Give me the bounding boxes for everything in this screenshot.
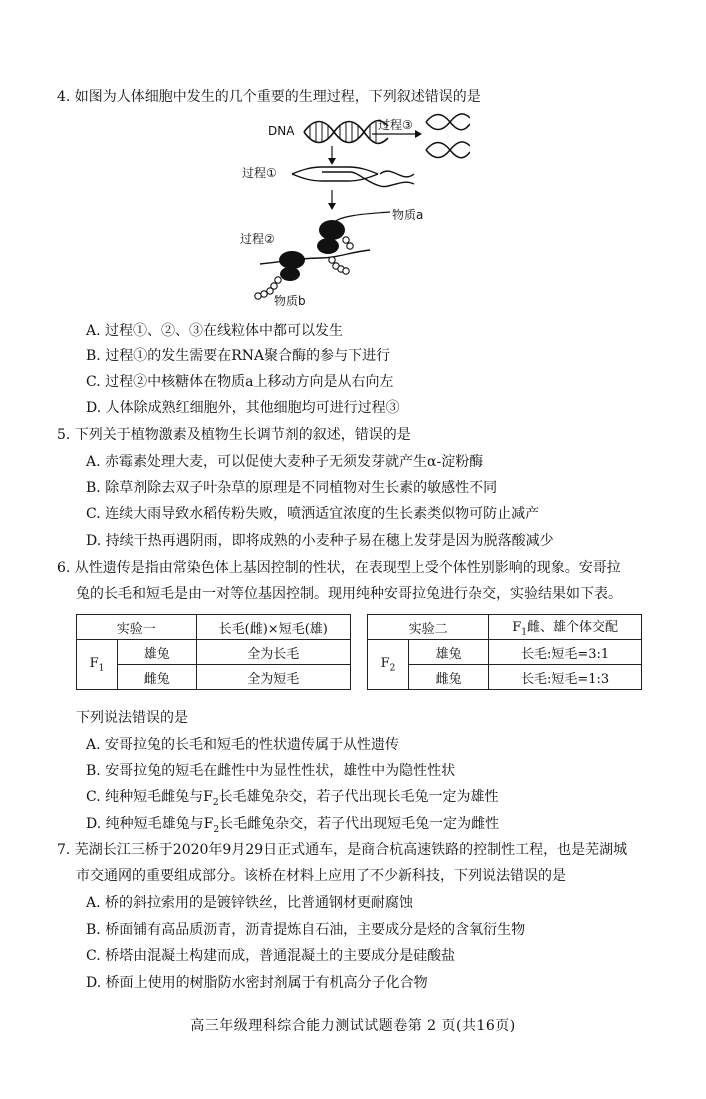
q4-stem: 4. 如图为人体细胞中发生的几个重要的生理过程，下列叙述错误的是	[57, 89, 481, 105]
dna-helix	[304, 121, 388, 144]
label-substance-b: 物质b	[274, 294, 306, 308]
page-footer: 高三年级理科综合能力测试试题卷第 2 页(共16页)	[190, 1018, 516, 1034]
translation	[255, 212, 390, 299]
transcription-bubble	[292, 167, 414, 187]
q6-option-c: C. 纯种短毛雌兔与$F_2$长毛雄兔杂交，若子代出现长毛兔一定为雄性	[86, 789, 499, 808]
q6-lead: 下列说法错误的是	[76, 710, 188, 726]
q6-option-b: B. 安哥拉兔的短毛在雌性中为显性性状，雄性中为隐性性状	[86, 763, 456, 779]
q5-option-a: A. 赤霉素处理大麦，可以促使大麦种子无须发芽就产生α-淀粉酶	[86, 454, 484, 470]
table2-sex-female: 雌兔	[409, 665, 489, 690]
experiment-two-table	[367, 614, 642, 690]
q7-option-b: B. 桥面铺有高品质沥青，沥青提炼自石油，主要成分是烃的含氧衍生物	[86, 922, 526, 938]
q4-option-b: B. 过程①的发生需要在RNA聚合酶的参与下进行	[86, 348, 391, 364]
table1-generation: $F_1$	[77, 640, 118, 690]
table1-header-1: 实验一	[77, 615, 197, 640]
q6-stem-line2: 兔的长毛和短毛是由一对等位基因控制。现用纯种安哥拉兔进行杂交，实验结果如下表。	[76, 586, 622, 602]
table1-result-male: 全为长毛	[196, 640, 351, 665]
process-diagram	[230, 112, 470, 312]
q6-option-a: A. 安哥拉兔的长毛和短毛的性状遗传属于从性遗传	[86, 737, 400, 753]
q6-stem-line1: 6. 从性遗传是指由常染色体上基因控制的性状，在表现型上受个体性别影响的现象。安哥拉	[57, 560, 621, 576]
table2-sex-male: 雄兔	[409, 640, 489, 665]
table2-result-male: 长毛:短毛=3:1	[489, 640, 642, 665]
q5-option-c: C. 连续大雨导致水稻传粉失败，喷洒适宜浓度的生长素类似物可防止减产	[86, 506, 540, 522]
table1-header-2: 长毛(雌)×短毛(雄)	[196, 615, 351, 640]
label-process-2: 过程②	[240, 232, 275, 246]
label-process-1: 过程①	[242, 166, 277, 180]
q4-option-a: A. 过程①、②、③在线粒体中都可以发生	[86, 323, 344, 339]
table1-result-female: 全为短毛	[196, 665, 351, 690]
q4-option-c: C. 过程②中核糖体在物质a上移动方向是从右向左	[86, 374, 394, 390]
q5-option-d: D. 持续干热再遇阴雨，即将成熟的小麦种子易在穗上发芽是因为脱落酸减少	[86, 533, 554, 549]
dna-replicated	[426, 114, 470, 158]
label-dna: DNA	[268, 124, 295, 138]
q4-figure	[230, 112, 470, 312]
q7-option-c: C. 桥塔由混凝土构建而成，普通混凝土的主要成分是硅酸盐	[86, 948, 456, 964]
table2-result-female: 长毛:短毛=1:3	[489, 665, 642, 690]
experiment-one-table	[76, 614, 351, 690]
q5-option-b: B. 除草剂除去双子叶杂草的原理是不同植物对生长素的敏感性不同	[86, 480, 498, 496]
q7-option-a: A. 桥的斜拉索用的是镀锌铁丝，比普通钢材更耐腐蚀	[86, 895, 414, 911]
table2-generation: $F_2$	[368, 640, 409, 690]
q4-option-d: D. 人体除成熟红细胞外，其他细胞均可进行过程③	[86, 400, 400, 416]
q7-stem-line2: 市交通网的重要组成部分。该桥在材料上应用了不少新科技，下列说法错误的是	[76, 868, 566, 884]
table1-sex-female: 雌兔	[118, 665, 197, 690]
q5-stem: 5. 下列关于植物激素及植物生长调节剂的叙述，错误的是	[57, 427, 411, 443]
table2-header-2: $F_1$雌、雄个体交配	[489, 615, 642, 640]
q6-option-d: D. 纯种短毛雄兔与$F_2$长毛雌兔杂交，若子代出现短毛兔一定为雌性	[86, 816, 500, 835]
label-substance-a: 物质a	[392, 208, 424, 222]
table1-sex-male: 雄兔	[118, 640, 197, 665]
label-process-3: 过程③	[378, 118, 413, 132]
q7-stem-line1: 7. 芜湖长江三桥于2020年9月29日正式通车，是商合杭高速铁路的控制性工程，也是芜湖城	[57, 842, 628, 858]
table2-header-1: 实验二	[368, 615, 489, 640]
q7-option-d: D. 桥面上使用的树脂防水密封剂属于有机高分子化合物	[86, 975, 428, 991]
